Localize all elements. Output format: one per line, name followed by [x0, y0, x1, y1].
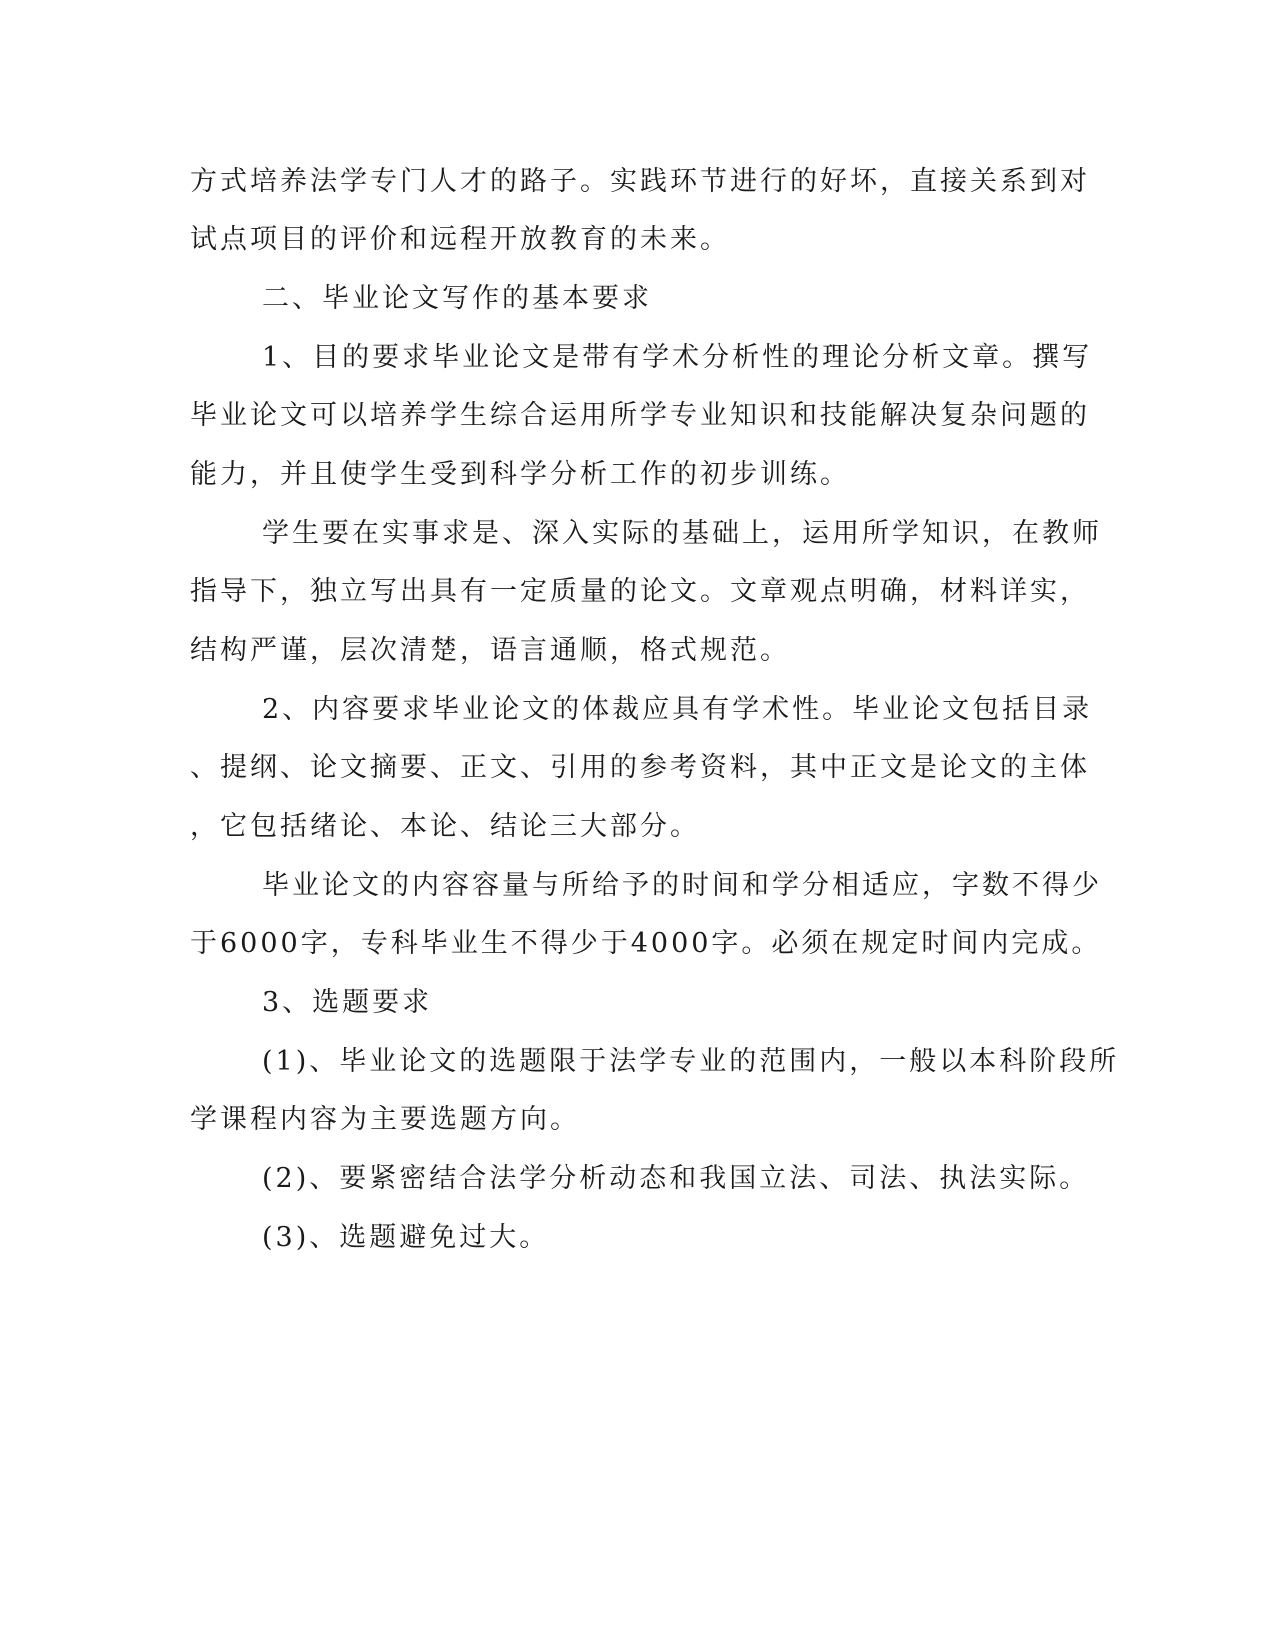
body-line: 结构严谨，层次清楚，语言通顺，格式规范。: [190, 635, 790, 666]
body-line: (3)、选题避免过大。: [262, 1222, 550, 1253]
body-line: 1、目的要求毕业论文是带有学术分析性的理论分析文章。撰写: [262, 342, 1093, 373]
body-line: 于6000字，专科毕业生不得少于4000字。必须在规定时间内完成。: [190, 928, 1102, 959]
body-line: ，它包括绪论、本论、结论三大部分。: [190, 811, 700, 842]
body-line: 毕业论文的内容容量与所给予的时间和学分相适应，字数不得少: [262, 870, 1102, 901]
body-line: (2)、要紧密结合法学分析动态和我国立法、司法、执法实际。: [262, 1163, 1090, 1194]
body-line: 指导下，独立写出具有一定质量的论文。文章观点明确，材料详实，: [190, 576, 1090, 607]
body-line: 毕业论文可以培养学生综合运用所学专业知识和技能解决复杂问题的: [190, 400, 1090, 431]
body-line: 学生要在实事求是、深入实际的基础上，运用所学知识，在教师: [262, 518, 1102, 549]
body-line: 方式培养法学专门人才的路子。实践环节进行的好坏，直接关系到对: [190, 166, 1090, 197]
body-line: 试点项目的评价和远程开放教育的未来。: [190, 224, 730, 255]
body-line: 、提纲、论文摘要、正文、引用的参考资料，其中正文是论文的主体: [190, 752, 1090, 783]
subsection-heading: 3、选题要求: [262, 987, 433, 1018]
body-line: 能力，并且使学生受到科学分析工作的初步训练。: [190, 459, 850, 490]
body-line: 2、内容要求毕业论文的体裁应具有学术性。毕业论文包括目录: [262, 694, 1093, 725]
body-line: (1)、毕业论文的选题限于法学专业的范围内，一般以本科阶段所: [262, 1046, 1120, 1077]
body-line: 学课程内容为主要选题方向。: [190, 1104, 580, 1135]
section-heading: 二、毕业论文写作的基本要求: [262, 283, 652, 314]
